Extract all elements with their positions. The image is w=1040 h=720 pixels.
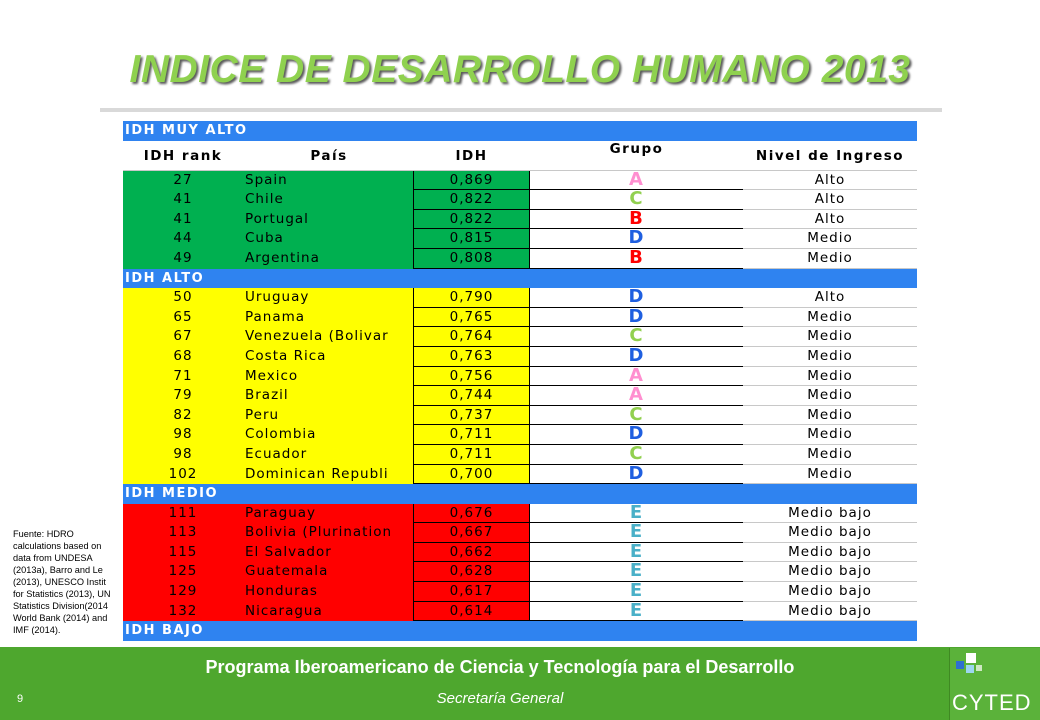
income-cell: Alto xyxy=(743,171,917,191)
idh-cell: 0,756 xyxy=(413,367,530,387)
logo-tagline xyxy=(953,714,1039,719)
section-header-row xyxy=(123,621,917,641)
section-label: IDH BAJO xyxy=(125,623,204,639)
section-header-row xyxy=(123,121,917,141)
idh-cell: 0,667 xyxy=(413,523,530,543)
table-row xyxy=(123,308,917,328)
idh-cell: 0,711 xyxy=(413,445,530,465)
country-cell: Brazil xyxy=(245,387,289,404)
income-cell: Medio xyxy=(743,445,917,465)
country-cell: Cuba xyxy=(245,230,284,247)
section-label: IDH MUY ALTO xyxy=(125,123,248,138)
group-cell: E xyxy=(530,602,743,622)
table-row xyxy=(123,504,917,524)
income-cell: Medio xyxy=(743,465,917,485)
country-cell: Portugal xyxy=(245,210,309,227)
country-cell: Argentina xyxy=(245,249,320,266)
idh-cell: 0,822 xyxy=(413,210,530,230)
country-cell: Spain xyxy=(245,171,288,188)
group-cell: C xyxy=(530,327,743,347)
country-cell: Uruguay xyxy=(245,289,310,306)
income-cell: Medio bajo xyxy=(743,582,917,602)
income-cell: Medio xyxy=(743,425,917,445)
rank-cell: 111 xyxy=(168,504,198,521)
income-cell: Medio bajo xyxy=(743,562,917,582)
country-cell: Colombia xyxy=(245,426,317,443)
rank-cell: 71 xyxy=(173,367,193,384)
header-rank: IDH rank xyxy=(123,141,243,171)
source-note xyxy=(13,528,125,636)
table-row xyxy=(123,229,917,249)
page-title: INDICE DE DESARROLLO HUMANO 2013 xyxy=(129,48,911,91)
logo-mark-icon xyxy=(956,653,984,681)
country-cell: Mexico xyxy=(245,367,299,384)
country-cell: Ecuador xyxy=(245,445,308,462)
group-cell: E xyxy=(530,523,743,543)
income-cell: Medio xyxy=(743,308,917,328)
table-row xyxy=(123,288,917,308)
rank-cell: 115 xyxy=(168,543,198,560)
header-group: Grupo xyxy=(530,141,743,171)
rank-cell: 27 xyxy=(173,171,193,188)
table-row xyxy=(123,543,917,563)
income-cell: Medio bajo xyxy=(743,523,917,543)
group-cell: E xyxy=(530,562,743,582)
income-cell: Medio bajo xyxy=(743,602,917,622)
rank-cell: 44 xyxy=(173,230,193,247)
income-cell: Medio xyxy=(743,386,917,406)
rank-cell: 79 xyxy=(173,387,193,404)
income-cell: Alto xyxy=(743,288,917,308)
cyted-logo xyxy=(949,648,1040,720)
source-line: calculations based on xyxy=(13,541,102,551)
table-row xyxy=(123,445,917,465)
idh-cell: 0,700 xyxy=(413,465,530,485)
country-cell: Dominican Republi xyxy=(245,465,389,482)
idh-cell: 0,711 xyxy=(413,425,530,445)
income-cell: Medio bajo xyxy=(743,543,917,563)
idh-table xyxy=(123,121,917,641)
group-cell: B xyxy=(530,249,743,269)
table-row xyxy=(123,249,917,269)
income-cell: Alto xyxy=(743,210,917,230)
group-cell: A xyxy=(530,367,743,387)
rank-cell: 98 xyxy=(173,445,193,462)
country-cell: Bolivia (Plurination xyxy=(245,524,393,541)
section-header-row xyxy=(123,484,917,504)
income-cell: Medio xyxy=(743,229,917,249)
country-cell: Guatemala xyxy=(245,563,329,580)
idh-cell: 0,822 xyxy=(413,190,530,210)
income-cell: Medio xyxy=(743,406,917,426)
group-cell: D xyxy=(530,465,743,485)
rank-cell: 113 xyxy=(168,524,198,541)
table-row xyxy=(123,602,917,622)
idh-cell: 0,676 xyxy=(413,504,530,524)
group-cell: C xyxy=(530,406,743,426)
income-cell: Medio xyxy=(743,327,917,347)
group-cell: D xyxy=(530,347,743,367)
table-row xyxy=(123,347,917,367)
rank-cell: 98 xyxy=(173,426,193,443)
income-cell: Medio bajo xyxy=(743,504,917,524)
rank-cell: 132 xyxy=(168,602,198,619)
group-cell: D xyxy=(530,308,743,328)
table-row xyxy=(123,171,917,191)
source-line: (2013), UNESCO Instit xyxy=(13,577,106,587)
group-cell: E xyxy=(530,543,743,563)
table-row xyxy=(123,386,917,406)
source-line: Fuente: HDRO xyxy=(13,529,74,539)
country-cell: Honduras xyxy=(245,583,318,600)
idh-cell: 0,808 xyxy=(413,249,530,269)
table-row xyxy=(123,562,917,582)
source-line: IMF (2014). xyxy=(13,625,61,635)
source-line: data from UNDESA xyxy=(13,553,93,563)
table-row xyxy=(123,523,917,543)
footer-title: Programa Iberoamericano de Ciencia y Tecnología para el Desarrollo xyxy=(205,657,795,677)
rank-cell: 82 xyxy=(173,406,193,423)
rank-cell: 41 xyxy=(173,210,193,227)
country-cell: Chile xyxy=(245,191,284,208)
rank-cell: 102 xyxy=(168,465,198,482)
header-income: Nivel de Ingreso xyxy=(743,141,917,171)
idh-cell: 0,765 xyxy=(413,308,530,328)
group-cell: E xyxy=(530,504,743,524)
rank-cell: 50 xyxy=(173,289,193,306)
source-line: Statistics Division(2014 xyxy=(13,601,108,611)
idh-cell: 0,614 xyxy=(413,602,530,622)
group-cell: D xyxy=(530,425,743,445)
rank-cell: 41 xyxy=(173,191,193,208)
country-cell: Panama xyxy=(245,308,306,325)
income-cell: Medio xyxy=(743,367,917,387)
header-country: País xyxy=(243,141,413,171)
idh-cell: 0,763 xyxy=(413,347,530,367)
table-row xyxy=(123,425,917,445)
idh-cell: 0,744 xyxy=(413,386,530,406)
source-line: World Bank (2014) and xyxy=(13,613,108,623)
idh-cell: 0,737 xyxy=(413,406,530,426)
source-line: (2013a), Barro and Le xyxy=(13,565,103,575)
page-number: 9 xyxy=(17,693,24,705)
table-row xyxy=(123,327,917,347)
group-cell: B xyxy=(530,210,743,230)
idh-cell: 0,628 xyxy=(413,562,530,582)
idh-cell: 0,815 xyxy=(413,229,530,249)
section-label: IDH MEDIO xyxy=(125,486,219,502)
table-row xyxy=(123,465,917,485)
section-label: IDH ALTO xyxy=(125,270,205,286)
idh-cell: 0,764 xyxy=(413,327,530,347)
group-cell: C xyxy=(530,190,743,210)
group-cell: D xyxy=(530,288,743,308)
idh-cell: 0,869 xyxy=(413,171,530,191)
idh-cell: 0,662 xyxy=(413,543,530,563)
table-row xyxy=(123,190,917,210)
section-header-row xyxy=(123,269,917,289)
country-cell: Paraguay xyxy=(245,504,317,521)
income-cell: Alto xyxy=(743,190,917,210)
table-row xyxy=(123,582,917,602)
idh-cell: 0,790 xyxy=(413,288,530,308)
logo-text: CYTED xyxy=(952,690,1032,715)
income-cell: Medio xyxy=(743,347,917,367)
country-cell: Venezuela (Bolivar xyxy=(245,328,389,345)
logo-small-text xyxy=(998,652,1038,664)
rank-cell: 67 xyxy=(173,328,193,345)
table-row xyxy=(123,406,917,426)
country-cell: Nicaragua xyxy=(245,602,323,619)
country-cell: El Salvador xyxy=(245,543,332,560)
table-row xyxy=(123,210,917,230)
group-cell: E xyxy=(530,582,743,602)
income-cell: Medio xyxy=(743,249,917,269)
group-cell: C xyxy=(530,445,743,465)
group-cell: A xyxy=(530,386,743,406)
rank-cell: 129 xyxy=(168,583,198,600)
source-line: for Statistics (2013), UN xyxy=(13,589,111,599)
footer-subtitle: Secretaría General xyxy=(436,690,564,707)
table-row xyxy=(123,367,917,387)
country-cell: Costa Rica xyxy=(245,347,327,364)
rank-cell: 125 xyxy=(168,563,198,580)
rank-cell: 65 xyxy=(173,308,193,325)
idh-cell: 0,617 xyxy=(413,582,530,602)
group-cell: A xyxy=(530,171,743,191)
country-cell: Peru xyxy=(245,406,280,423)
table-header-row xyxy=(123,141,917,171)
rank-cell: 49 xyxy=(173,249,193,266)
header-idh: IDH xyxy=(413,141,530,171)
group-cell: D xyxy=(530,229,743,249)
title-divider xyxy=(100,108,942,112)
rank-cell: 68 xyxy=(173,347,193,364)
